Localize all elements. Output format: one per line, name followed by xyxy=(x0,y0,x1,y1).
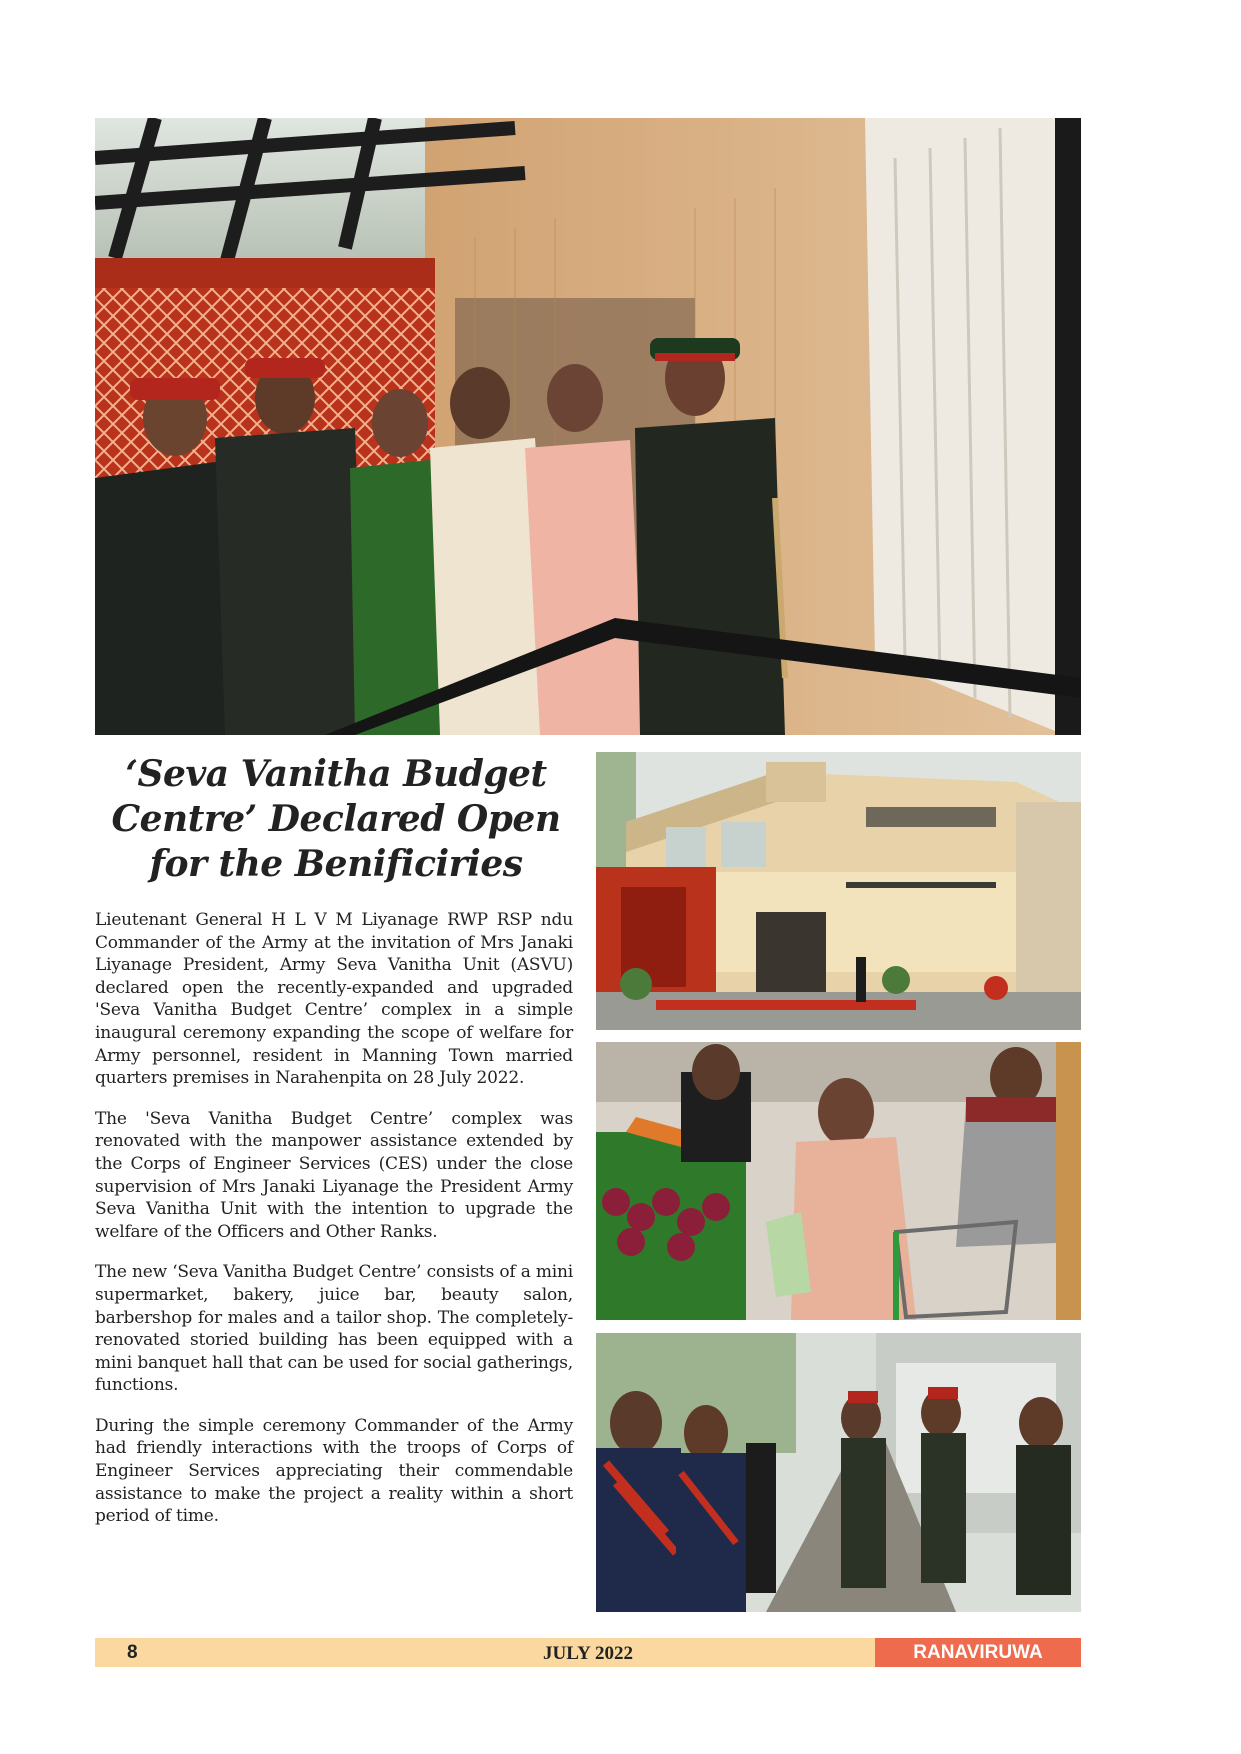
article-paragraph: During the simple ceremony Commander of the Army had friendly interactions with the troops of Corps of Engineer Services appreciating their commendable assistance to make the project a reality within a short period of time. xyxy=(95,1415,573,1527)
main-photo-unveiling xyxy=(95,118,1081,735)
photo-troops-inspection xyxy=(596,1333,1081,1612)
article-headline: ‘Seva Vanitha Budget Centre’ Declared Open for the Benificiries xyxy=(111,753,561,885)
publication-name: RANAVIRUWA xyxy=(875,1638,1081,1667)
article-body xyxy=(95,909,573,1546)
page-footer xyxy=(95,1638,1081,1667)
article-paragraph: The 'Seva Vanitha Budget Centre’ complex was renovated with the manpower assistance extended by the Corps of Engineer Services (CES) under the close supervision of Mrs Janaki Liyanage the President Army Seva Vanitha Unit with the intention to upgrade the welfare of the Officers and Other Ranks. xyxy=(95,1108,573,1242)
page-number: 8 xyxy=(127,1642,138,1663)
issue-date: JULY 2022 xyxy=(543,1643,633,1664)
article-paragraph: The new ‘Seva Vanitha Budget Centre’ consists of a mini supermarket, bakery, juice bar, beauty salon, barbershop for males and a tailor shop. The completely-renovated storied building has been equipped with a mini banquet hall that can be used for social gatherings, functions. xyxy=(95,1262,573,1396)
photo-building-exterior xyxy=(596,752,1081,1030)
photo-supermarket xyxy=(596,1042,1081,1320)
article-paragraph: Lieutenant General H L V M Liyanage RWP RSP ndu Commander of the Army at the invitation of Mrs Janaki Liyanage President, Army Seva Vanitha Unit (ASVU) declared open the recently-expanded and upgraded 'Seva Vanitha Budget Centre’ complex in a simple inaugural ceremony expanding the scope of welfare for Army personnel, resident in Manning Town married quarters premises in Narahenpita on 28 July 2022. xyxy=(95,910,573,1089)
